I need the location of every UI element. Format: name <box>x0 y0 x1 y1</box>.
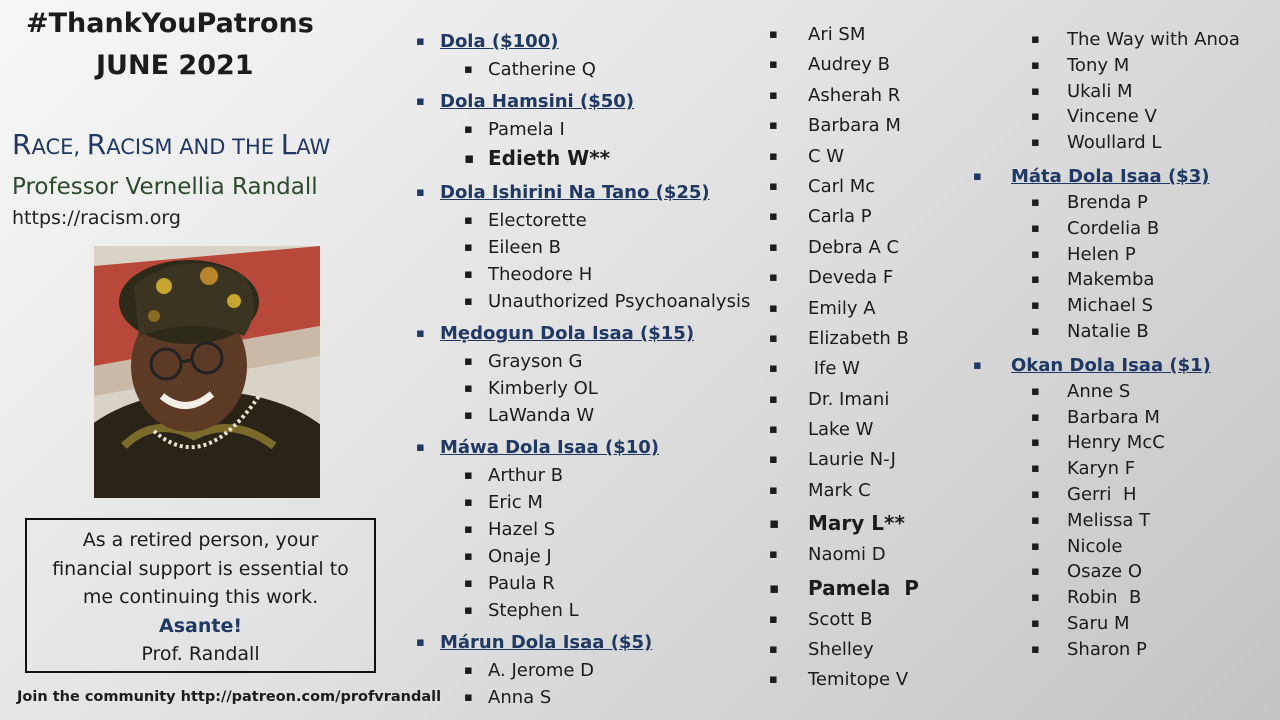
bullet-icon <box>769 81 778 111</box>
patron-name: ▪ C W <box>808 142 919 172</box>
bullet-icon <box>464 261 473 288</box>
bullet-icon <box>769 172 778 202</box>
bullet-icon <box>769 571 779 605</box>
bullet-icon <box>1031 508 1040 534</box>
course-letter: R <box>12 128 32 161</box>
patron-column-1 <box>440 28 750 711</box>
bullet-icon <box>769 415 778 445</box>
patron-name: ▪ Paula R <box>488 570 750 597</box>
bullet-icon <box>769 111 778 141</box>
bullet-icon <box>416 320 425 348</box>
bullet-icon <box>769 202 778 232</box>
note-signature: Prof. Randall <box>141 643 260 665</box>
patron-name: ▪ Carla P <box>808 202 919 232</box>
bullet-icon <box>464 684 473 711</box>
bullet-icon <box>1031 216 1040 242</box>
course-text: AW <box>296 135 331 159</box>
professor-name: Professor Vernellia Randall <box>12 174 318 200</box>
patron-name: ▪ Theodore H <box>488 261 750 288</box>
patron-name: ▪ Unauthorized Psychoanalysis <box>488 288 750 315</box>
professor-photo <box>94 246 320 498</box>
patron-name: ▪ Asherah R <box>808 81 919 111</box>
bullet-icon <box>416 28 425 56</box>
tier-heading <box>440 434 750 462</box>
bullet-icon <box>769 142 778 172</box>
bullet-icon <box>464 56 473 83</box>
patron-name: ▪ Hazel S <box>488 516 750 543</box>
bullet-icon <box>416 179 425 207</box>
bullet-icon <box>1031 405 1040 431</box>
patron-name: ▪ Deveda F <box>808 263 919 293</box>
patron-name: ▪ Grayson G <box>488 348 750 375</box>
course-letter: R <box>86 128 107 161</box>
bullet-icon <box>1031 611 1040 637</box>
bullet-icon <box>464 402 473 429</box>
bullet-icon <box>769 385 778 415</box>
bullet-icon <box>1031 534 1040 560</box>
bullet-icon <box>1031 585 1040 611</box>
patron-name: ▪ Stephen L <box>488 597 750 624</box>
patron-name: ▪ Makemba <box>1067 267 1240 293</box>
bullet-icon <box>1031 379 1040 405</box>
patron-name: ▪ Helen P <box>1067 242 1240 268</box>
patron-name: ▪ A. Jerome D <box>488 657 750 684</box>
patron-name: ▪ Debra A C <box>808 233 919 263</box>
patron-name: ▪ Kimberly OL <box>488 375 750 402</box>
tier-label: Máwa Dola Isaa ($10) <box>440 437 659 458</box>
tier-heading <box>1011 353 1240 379</box>
bullet-icon <box>464 207 473 234</box>
bullet-icon <box>464 288 473 315</box>
tier-heading <box>440 629 750 657</box>
bullet-icon <box>464 116 473 143</box>
course-letter: L <box>280 128 297 161</box>
bullet-icon <box>769 20 778 50</box>
patron-name: ▪ Dr. Imani <box>808 385 919 415</box>
note-line: As a retired person, your <box>82 529 319 551</box>
bullet-icon <box>464 348 473 375</box>
bullet-icon <box>769 445 778 475</box>
patron-name: ▪ Barbara M <box>1067 405 1240 431</box>
bullet-icon <box>464 489 473 516</box>
bullet-icon <box>769 476 778 506</box>
bullet-icon <box>464 657 473 684</box>
bullet-icon <box>1031 559 1040 585</box>
bullet-icon <box>1031 130 1040 156</box>
tier-label: Máta Dola Isaa ($3) <box>1011 165 1210 187</box>
note-asante: Asante! <box>159 614 242 637</box>
note-line: me continuing this work. <box>82 586 319 608</box>
bullet-icon <box>464 462 473 489</box>
bullet-icon <box>1031 293 1040 319</box>
patron-name: ▪ Eileen B <box>488 234 750 261</box>
patron-name: ▪ Laurie N-J <box>808 445 919 475</box>
bullet-icon <box>1031 456 1040 482</box>
bullet-icon <box>769 665 778 695</box>
course-text: ACE, <box>31 135 87 159</box>
patron-name: ▪ Natalie B <box>1067 319 1240 345</box>
bullet-icon <box>769 50 778 80</box>
patron-name: ▪ Ukali M <box>1067 79 1240 105</box>
patron-name: ▪ Sharon P <box>1067 637 1240 663</box>
website-url[interactable]: https://racism.org <box>12 207 181 229</box>
course-title <box>12 128 330 161</box>
patron-name: ▪ Shelley <box>808 635 919 665</box>
tier-heading <box>440 88 750 116</box>
patron-name: ▪ Barbara M <box>808 111 919 141</box>
month-title: JUNE 2021 <box>96 50 254 81</box>
hashtag-title: #ThankYouPatrons <box>26 8 314 39</box>
patron-name: ▪ Ari SM <box>808 20 919 50</box>
portrait-image <box>94 246 320 498</box>
bullet-icon <box>464 597 473 624</box>
bullet-icon <box>769 354 778 384</box>
patron-name: ▪ Eric M <box>488 489 750 516</box>
bullet-icon <box>416 629 425 657</box>
patron-name: ▪ Onaje J <box>488 543 750 570</box>
bullet-icon <box>1031 267 1040 293</box>
bullet-icon <box>769 540 778 570</box>
patron-name: ▪ Arthur B <box>488 462 750 489</box>
bullet-icon <box>464 143 474 174</box>
bullet-icon <box>1031 104 1040 130</box>
patron-name: ▪ Nicole <box>1067 534 1240 560</box>
bullet-icon <box>1031 27 1040 53</box>
patron-name: ▪ Lake W <box>808 415 919 445</box>
tier-label: Márun Dola Isaa ($5) <box>440 632 653 653</box>
bullet-icon <box>1031 482 1040 508</box>
bullet-icon <box>464 570 473 597</box>
patron-name: ▪ Saru M <box>1067 611 1240 637</box>
patron-name: ▪ Anna S <box>488 684 750 711</box>
patron-name: ▪ Melissa T <box>1067 508 1240 534</box>
patron-name: ▪ Karyn F <box>1067 456 1240 482</box>
patron-name: ▪ Cordelia B <box>1067 216 1240 242</box>
bullet-icon <box>769 324 778 354</box>
bullet-icon <box>769 506 779 540</box>
patron-name: ▪ Mark C <box>808 476 919 506</box>
bullet-icon <box>1031 79 1040 105</box>
bullet-icon <box>464 543 473 570</box>
patron-name: ▪ The Way with Anoa <box>1067 27 1240 53</box>
patron-name: ▪ Naomi D <box>808 540 919 570</box>
bullet-icon <box>973 164 982 190</box>
bullet-icon <box>416 434 425 462</box>
bullet-icon <box>464 516 473 543</box>
bullet-icon <box>416 88 425 116</box>
tier-heading <box>440 320 750 348</box>
patron-name: ▪ Michael S <box>1067 293 1240 319</box>
patron-name: ▪ Emily A <box>808 294 919 324</box>
patron-name: ▪ Pamela I <box>488 116 750 143</box>
patron-name: ▪ LaWanda W <box>488 402 750 429</box>
patron-name: ▪ Ife W <box>808 354 919 384</box>
patron-name: ▪ Electorette <box>488 207 750 234</box>
bullet-icon <box>1031 53 1040 79</box>
bullet-icon <box>464 234 473 261</box>
patron-name: ▪ Gerri H <box>1067 482 1240 508</box>
bullet-icon <box>769 605 778 635</box>
bullet-icon <box>769 263 778 293</box>
bullet-icon <box>1031 319 1040 345</box>
patron-name: ▪ Robin B <box>1067 585 1240 611</box>
patron-column-2 <box>808 20 919 696</box>
bullet-icon <box>769 294 778 324</box>
tier-heading <box>440 179 750 207</box>
tier-label: Dola Hamsini ($50) <box>440 91 635 112</box>
patron-name: ▪ Brenda P <box>1067 190 1240 216</box>
bullet-icon <box>1031 190 1040 216</box>
tier-heading <box>1011 164 1240 190</box>
tier-label: Dola ($100) <box>440 31 559 52</box>
join-community-link[interactable]: Join the community http://patreon.com/profvrandall <box>17 689 442 705</box>
patron-name: ▪ Catherine Q <box>488 56 750 83</box>
patron-name: ▪ Temitope V <box>808 665 919 695</box>
patron-name: ▪ Carl Mc <box>808 172 919 202</box>
bullet-icon <box>464 375 473 402</box>
patron-name: ▪ Anne S <box>1067 379 1240 405</box>
tier-label: Okan Dola Isaa ($1) <box>1011 354 1211 376</box>
patron-name: ▪ Pamela P <box>808 571 919 605</box>
course-text: ACISM AND THE <box>106 135 281 159</box>
patron-column-3 <box>1011 27 1240 663</box>
bullet-icon <box>1031 637 1040 663</box>
patron-name: ▪ Elizabeth B <box>808 324 919 354</box>
patron-name: ▪ Tony M <box>1067 53 1240 79</box>
patron-name: ▪ Osaze O <box>1067 559 1240 585</box>
patron-name: ▪ Vincene V <box>1067 104 1240 130</box>
tier-label: Dola Ishirini Na Tano ($25) <box>440 182 710 203</box>
bullet-icon <box>973 353 982 379</box>
note-line: financial support is essential to <box>52 557 349 580</box>
patron-name: ▪ Edieth W** <box>488 143 750 174</box>
bullet-icon <box>1031 430 1040 456</box>
patron-name: ▪ Henry McC <box>1067 430 1240 456</box>
patron-name: ▪ Audrey B <box>808 50 919 80</box>
tier-heading <box>440 28 750 56</box>
support-note-box <box>25 518 376 673</box>
patron-name: ▪ Scott B <box>808 605 919 635</box>
patron-name: ▪ Mary L** <box>808 506 919 540</box>
bullet-icon <box>1031 242 1040 268</box>
bullet-icon <box>769 233 778 263</box>
patron-name: ▪ Woullard L <box>1067 130 1240 156</box>
tier-label: Mẹdogun Dola Isaa ($15) <box>440 323 695 344</box>
bullet-icon <box>769 635 778 665</box>
